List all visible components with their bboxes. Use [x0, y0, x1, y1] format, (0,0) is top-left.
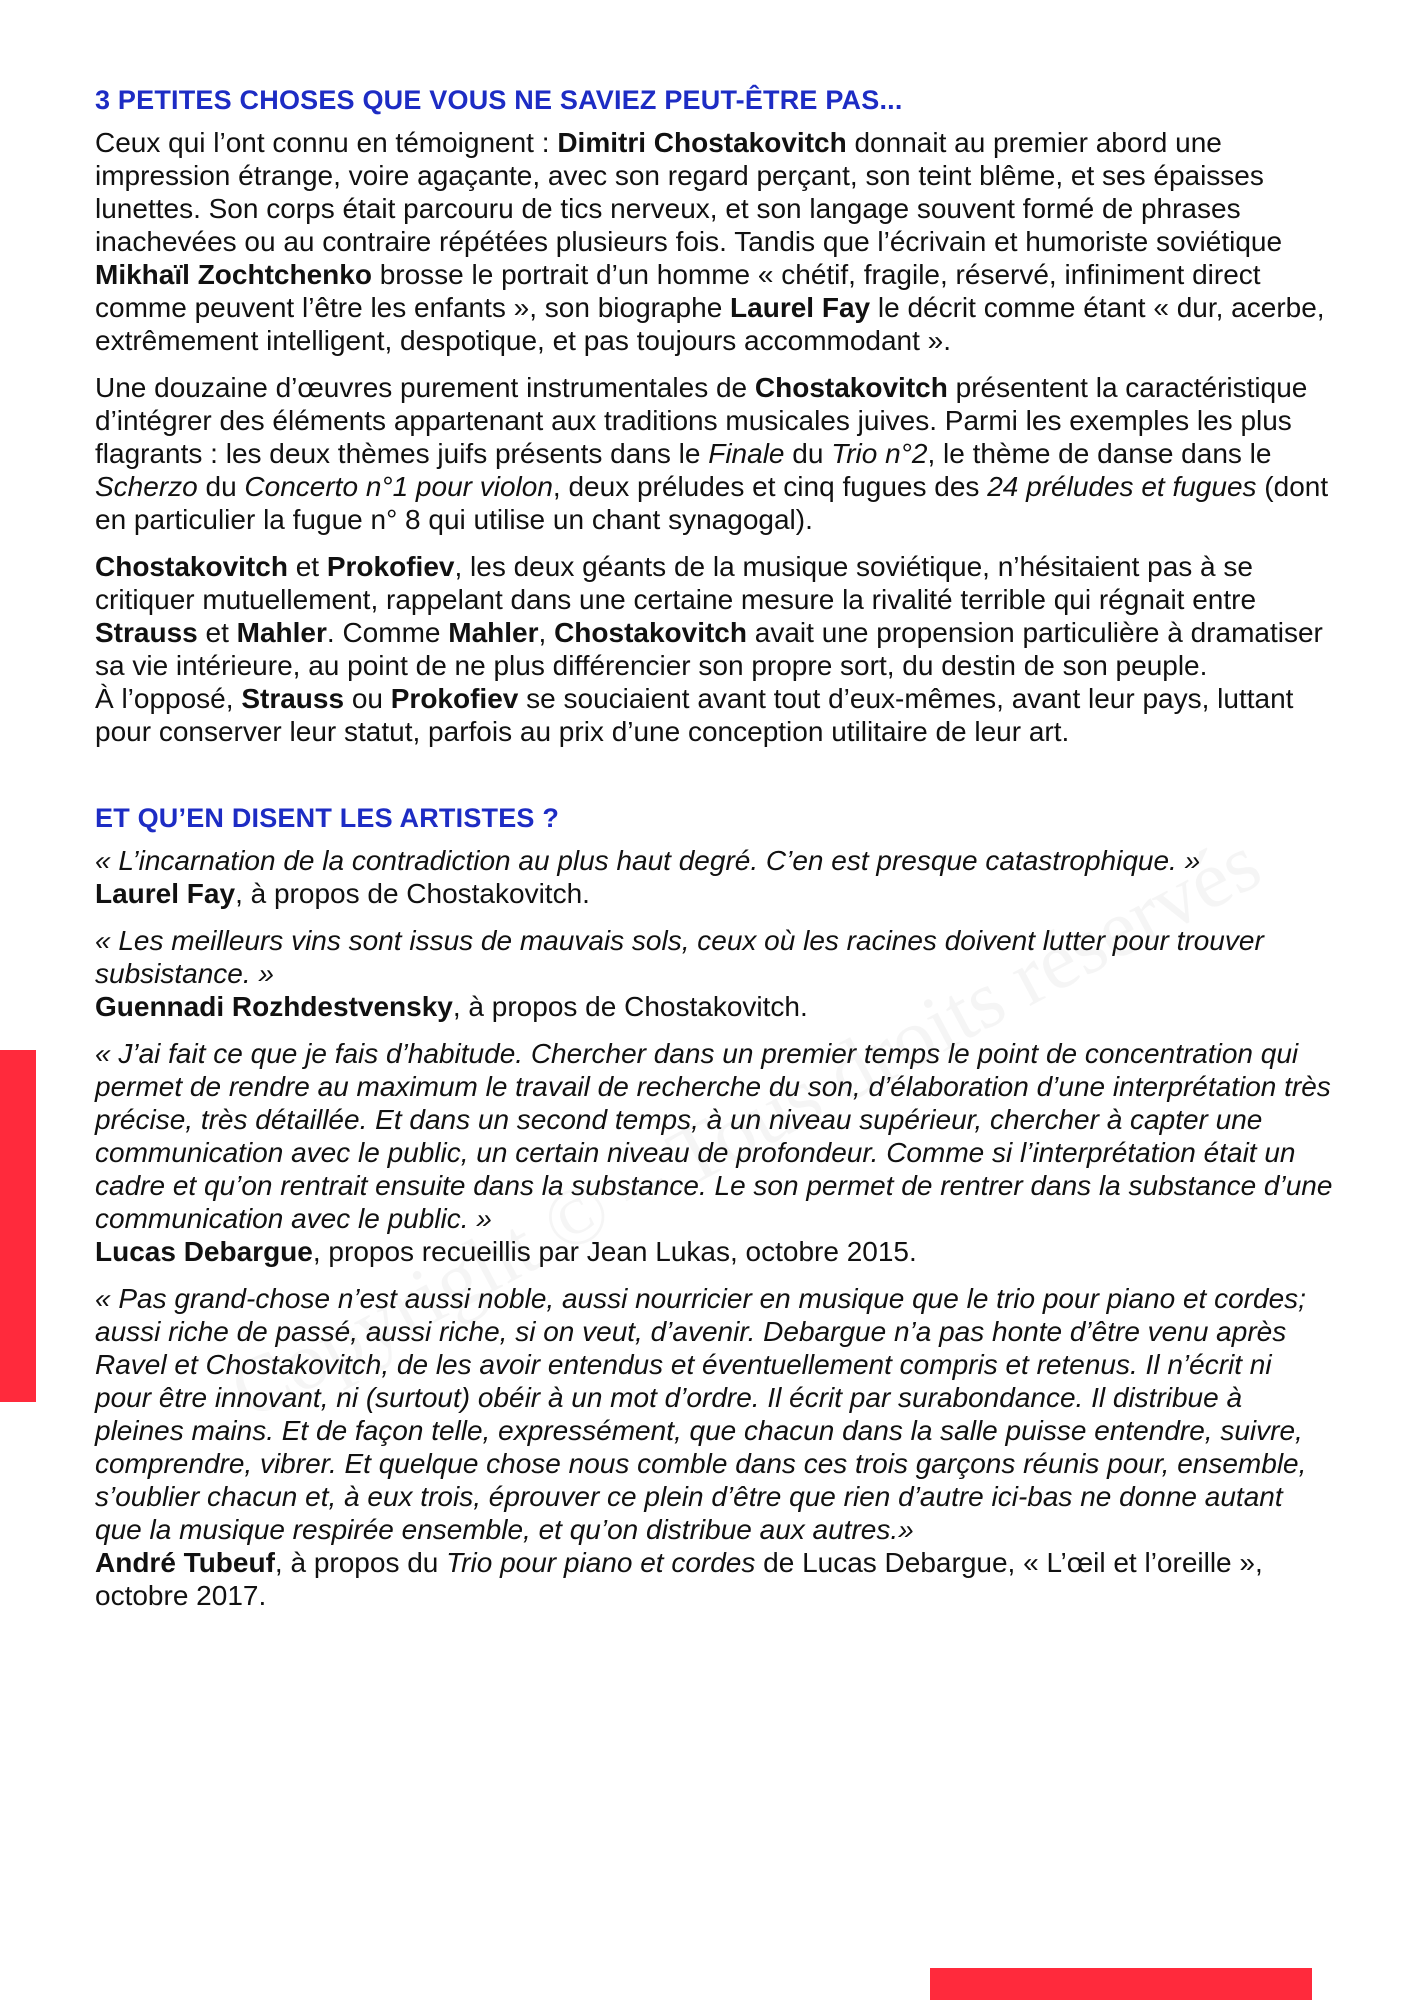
text-run: et	[287, 551, 327, 582]
italic-title: Trio n°2	[831, 438, 928, 469]
bold-name: Chostakovitch	[554, 617, 747, 648]
bold-name: Mahler	[236, 617, 327, 648]
text-run: ou	[344, 683, 391, 714]
bold-name: Prokofiev	[326, 551, 455, 582]
bold-name: Mikhaïl Zochtchenko	[95, 259, 372, 290]
bold-name: Laurel Fay	[730, 292, 871, 323]
paragraph-rivalry	[95, 550, 1335, 748]
text-run: du	[784, 438, 832, 469]
bold-name: Laurel Fay	[95, 878, 236, 909]
italic-title: Concerto n°1 pour violon	[244, 471, 553, 502]
text-run: À l’opposé,	[95, 683, 242, 714]
document-page	[95, 82, 1335, 1626]
text-run: de Lucas Debargue, « L’œil et l’oreille », octobre 2017.	[95, 1547, 1263, 1611]
italic-title: Finale	[708, 438, 785, 469]
text-run: (dont en particulier la fugue n° 8 qui utilise un chant synagogal).	[95, 471, 1329, 535]
bold-name: Prokofiev	[390, 683, 519, 714]
quote-attribution	[95, 991, 808, 1022]
text-run: , deux préludes et cinq fugues des	[552, 471, 988, 502]
quote-text: « J’ai fait ce que je fais d’habitude. Chercher dans un premier temps le point de concentration qui permet de rendre au maximum le travail de recherche du son, d’élaboration d’une interprétation très précise, très détaillée. Et dans un second temps, à un niveau supérieur, chercher à capter une communication avec le public, un certain niveau de profondeur. Comme si l’interprétation était un cadre et qu’on rentrait ensuite dans la substance. Le son permet de rentrer dans la substance d’une communication avec le public. »	[95, 1038, 1333, 1234]
quote-text: « Pas grand-chose n’est aussi noble, aussi nourricier en musique que le trio pour piano et cordes; aussi riche de passé, aussi riche, si on veut, d’avenir. Debargue n’a pas honte d’être venu après Ravel et Chostakovitch, de les avoir entendus et éventuellement compris et retenus. Il n’écrit ni pour être innovant, ni (surtout) obéir à un mot d’ordre. Il écrit par surabondance. Il distribue à pleines mains. Et de façon telle, expressément, que chacun dans la salle puisse entendre, suivre, comprendre, vibrer. Et quelque chose nous comble dans ces trois garçons réunis pour, ensemble, s’oublier chacun et, à eux trois, éprouver ce plein d’être que rien d’autre ici-bas ne donne autant que la musique respirée ensemble, et qu’on distribue aux autres.»	[95, 1283, 1307, 1545]
text-run: , les deux géants de la musique soviétique, n’hésitaient pas à se critiquer mutuellement, rappelant dans une certaine mesure la rivalité terrible qui régnait entre	[95, 551, 1257, 615]
quote-block	[95, 924, 1335, 1023]
quote-text: « L’incarnation de la contradiction au plus haut degré. C’en est presque catastrophique. »	[95, 845, 1201, 876]
bold-name: Lucas Debargue	[95, 1236, 313, 1267]
text-run: Ceux qui l’ont connu en témoignent :	[95, 127, 558, 158]
quote-attribution	[95, 1547, 1263, 1611]
text-run: . Comme	[326, 617, 449, 648]
quote-block	[95, 844, 1335, 910]
text-run: présentent la caractéristique d’intégrer des éléments appartenant aux traditions musicales juives. Parmi les exemples les plus flagrants : les deux thèmes juifs présents dans le	[95, 372, 1308, 469]
bold-name: Dimitri Chostakovitch	[557, 127, 847, 158]
text-run: , à propos du	[274, 1547, 447, 1578]
side-accent-bar	[0, 1050, 36, 1402]
text-run: ,	[538, 617, 555, 648]
bold-name: Strauss	[241, 683, 345, 714]
section-title-facts: 3 PETITES CHOSES QUE VOUS NE SAVIEZ PEUT-ÊTRE PAS...	[95, 85, 903, 115]
text-run: brosse le portrait d’un homme « chétif, fragile, réservé, infiniment direct comme peuvent l’être les enfants », son biographe	[95, 259, 1261, 323]
bold-name: Guennadi Rozhdestvensky	[95, 991, 453, 1022]
italic-title: Trio pour piano et cordes	[446, 1547, 756, 1578]
italic-title: 24 préludes et fugues	[987, 471, 1257, 502]
bold-name: Chostakovitch	[95, 551, 288, 582]
text-run: Une douzaine d’œuvres purement instrumentales de	[95, 372, 755, 403]
text-run: du	[197, 471, 245, 502]
section-title-artists: ET QU’EN DISENT LES ARTISTES ?	[95, 803, 560, 833]
bold-name: Strauss	[95, 617, 198, 648]
italic-title: Scherzo	[95, 471, 198, 502]
bold-name: Mahler	[448, 617, 539, 648]
bottom-accent-bar	[930, 1968, 1312, 2000]
quote-attribution	[95, 878, 590, 909]
text-run: le décrit comme étant « dur, acerbe, extrêmement intelligent, despotique, et pas toujours accommodant ».	[95, 292, 1325, 356]
section-spacer	[95, 762, 1335, 800]
text-run: , à propos de Chostakovitch.	[235, 878, 590, 909]
quote-text: « Les meilleurs vins sont issus de mauvais sols, ceux où les racines doivent lutter pour trouver subsistance. »	[95, 925, 1264, 989]
text-run: , le thème de danse dans le	[927, 438, 1272, 469]
quote-block	[95, 1037, 1335, 1268]
paragraph-portrait	[95, 126, 1335, 357]
text-run: et	[197, 617, 237, 648]
paragraph-jewish-music	[95, 371, 1335, 536]
text-run: , à propos de Chostakovitch.	[452, 991, 808, 1022]
text-run: se souciaient avant tout d’eux-mêmes, avant leur pays, luttant pour conserver leur statut, parfois au prix d’une conception utilitaire de leur art.	[95, 683, 1294, 747]
bold-name: Chostakovitch	[754, 372, 948, 403]
quote-block	[95, 1282, 1335, 1612]
quote-attribution	[95, 1236, 917, 1267]
text-run: , propos recueillis par Jean Lukas, octobre 2015.	[312, 1236, 917, 1267]
bold-name: André Tubeuf	[95, 1547, 275, 1578]
text-run: avait une propension particulière à dramatiser sa vie intérieure, au point de ne plus différencier son propre sort, du destin de son peuple.	[95, 617, 1323, 681]
text-run: donnait au premier abord une impression étrange, voire agaçante, avec son regard perçant, son teint blême, et ses épaisses lunettes. Son corps était parcouru de tics nerveux, et son langage souvent formé de phrases inachevées ou au contraire répétées plusieurs fois. Tandis que l’écrivain et humoriste soviétique	[95, 127, 1283, 257]
